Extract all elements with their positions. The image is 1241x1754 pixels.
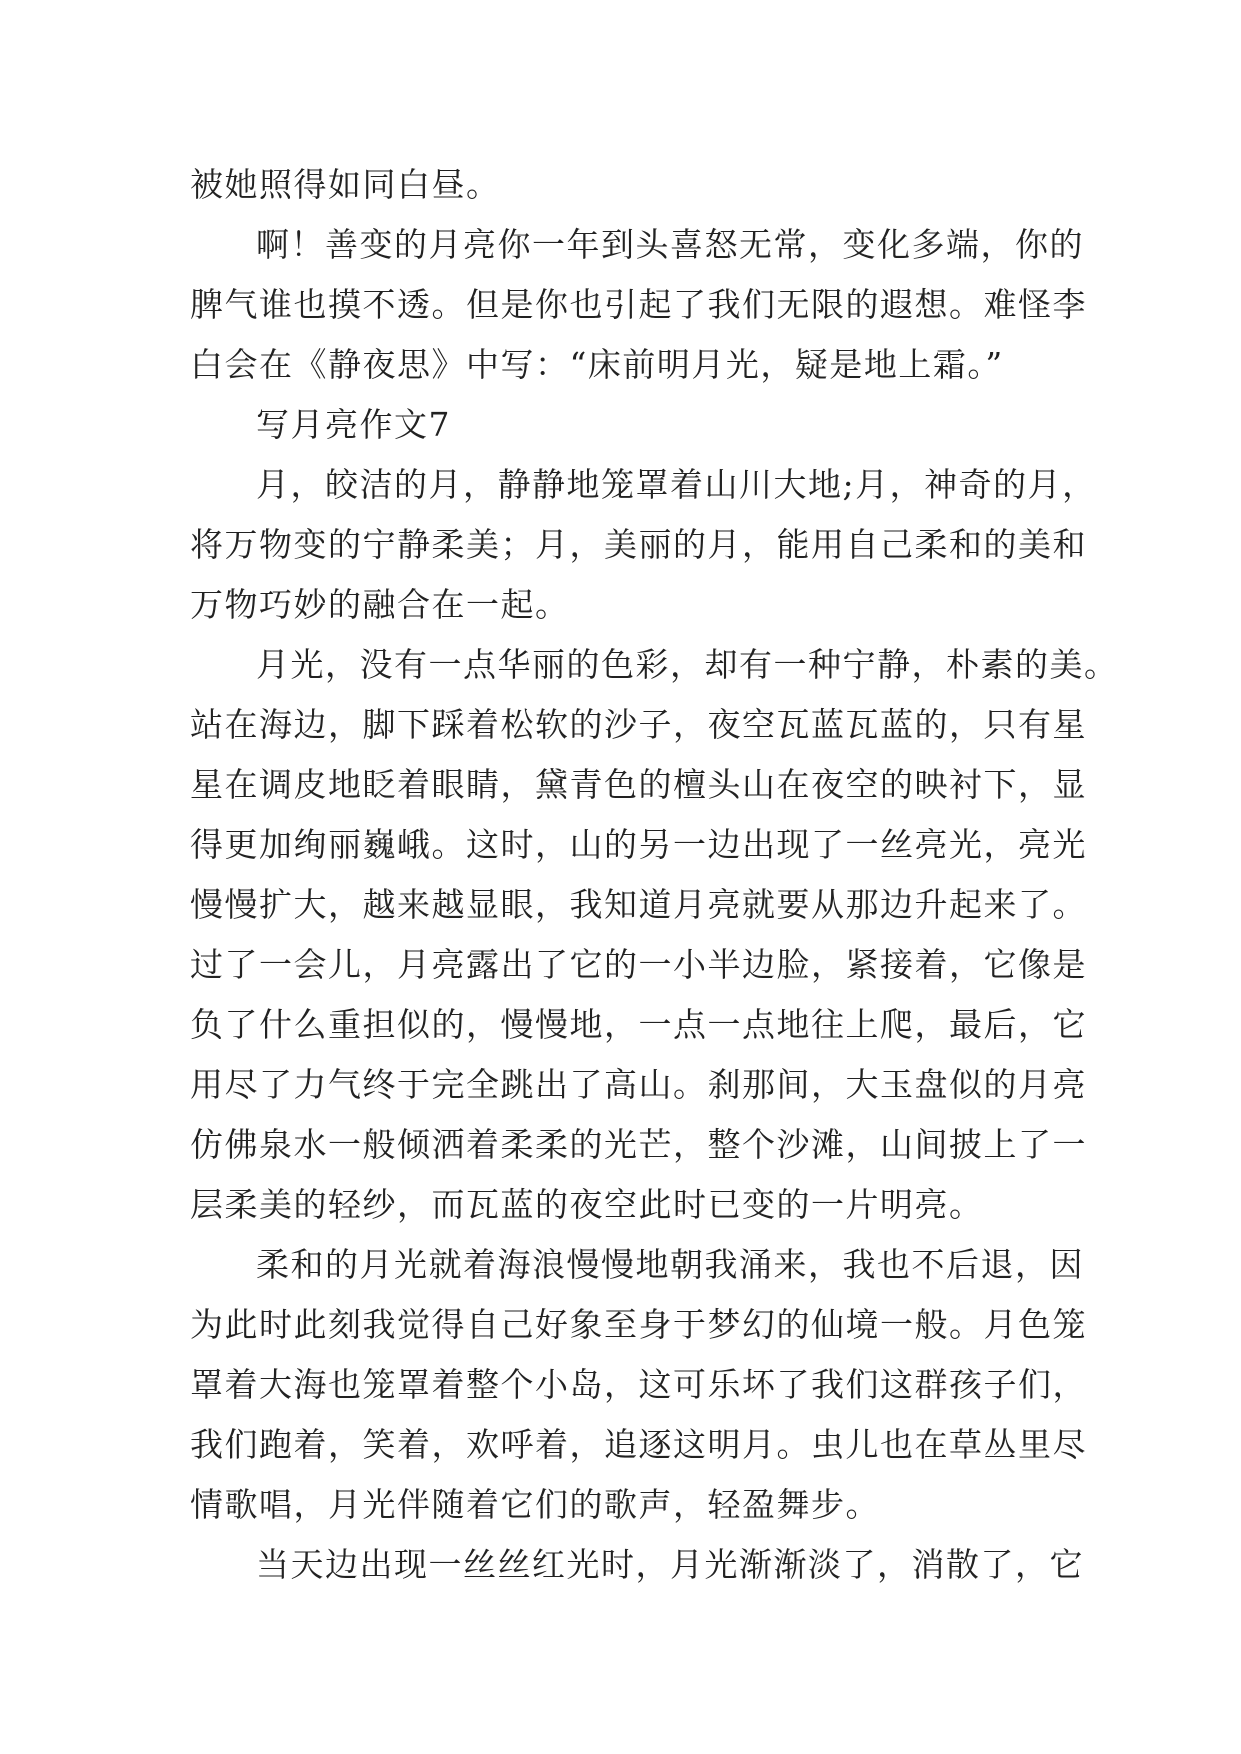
text-line: 层柔美的轻纱，而瓦蓝的夜空此时已变的一片明亮。 bbox=[190, 1185, 984, 1224]
text-line: 我们跑着，笑着，欢呼着，追逐这明月。虫儿也在草丛里尽 bbox=[190, 1425, 1087, 1464]
text-line: 万物巧妙的融合在一起。 bbox=[190, 585, 570, 624]
text-line: 被她照得如同白昼。 bbox=[190, 165, 501, 204]
text-line: 白会在《静夜思》中写：“床前明月光，疑是地上霜。” bbox=[190, 345, 1004, 384]
text-line: 月光，没有一点华丽的色彩，却有一种宁静，朴素的美。 bbox=[256, 645, 1119, 684]
text-line: 啊！善变的月亮你一年到头喜怒无常，变化多端，你的 bbox=[256, 225, 1084, 264]
text-line: 罩着大海也笼罩着整个小岛，这可乐坏了我们这群孩子们， bbox=[190, 1365, 1087, 1404]
text-line: 为此时此刻我觉得自己好象至身于梦幻的仙境一般。月色笼 bbox=[190, 1305, 1087, 1344]
text-line: 脾气谁也摸不透。但是你也引起了我们无限的遐想。难怪李 bbox=[190, 285, 1087, 324]
text-line: 柔和的月光就着海浪慢慢地朝我涌来，我也不后退，因 bbox=[256, 1245, 1084, 1284]
section-heading: 写月亮作文7 bbox=[256, 405, 451, 444]
text-line: 过了一会儿，月亮露出了它的一小半边脸，紧接着，它像是 bbox=[190, 945, 1087, 984]
text-line: 得更加绚丽巍峨。这时，山的另一边出现了一丝亮光，亮光 bbox=[190, 825, 1087, 864]
text-line: 将万物变的宁静柔美；月，美丽的月，能用自己柔和的美和 bbox=[190, 525, 1087, 564]
text-line: 仿佛泉水一般倾洒着柔柔的光芒，整个沙滩，山间披上了一 bbox=[190, 1125, 1087, 1164]
body-text bbox=[190, 155, 1119, 1595]
text-line: 站在海边，脚下踩着松软的沙子，夜空瓦蓝瓦蓝的，只有星 bbox=[190, 705, 1087, 744]
text-line: 星在调皮地眨着眼睛，黛青色的檀头山在夜空的映衬下，显 bbox=[190, 765, 1087, 804]
text-line: 负了什么重担似的，慢慢地，一点一点地往上爬，最后，它 bbox=[190, 1005, 1087, 1044]
text-line: 月，皎洁的月，静静地笼罩着山川大地;月，神奇的月， bbox=[256, 465, 1097, 504]
text-line: 情歌唱，月光伴随着它们的歌声，轻盈舞步。 bbox=[190, 1485, 880, 1524]
text-line: 慢慢扩大，越来越显眼，我知道月亮就要从那边升起来了。 bbox=[190, 885, 1087, 924]
text-line: 用尽了力气终于完全跳出了高山。刹那间，大玉盘似的月亮 bbox=[190, 1065, 1087, 1104]
text-line: 当天边出现一丝丝红光时，月光渐渐淡了，消散了，它 bbox=[256, 1545, 1084, 1584]
